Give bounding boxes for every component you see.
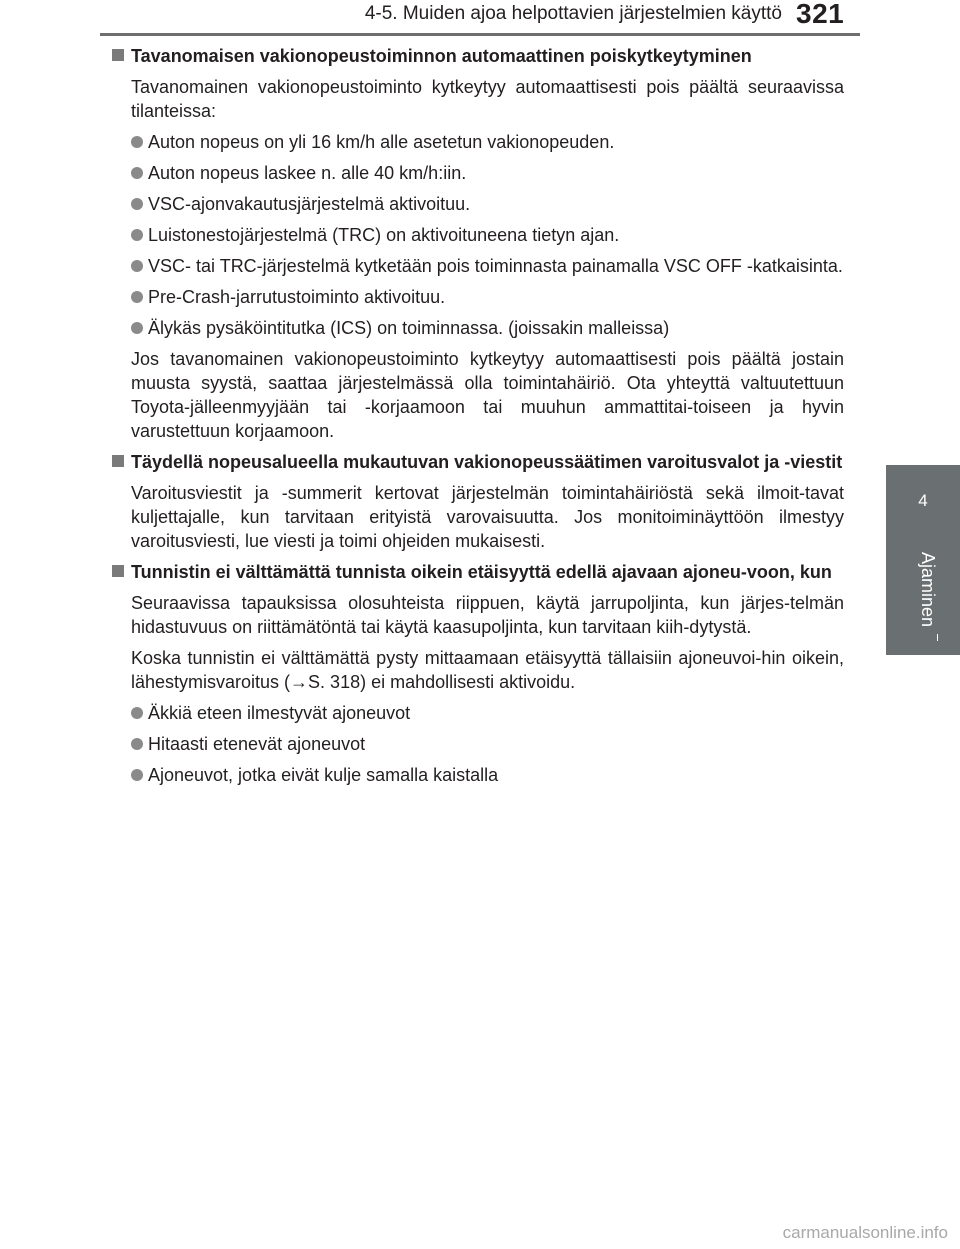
list-item: VSC-ajonvakautusjärjestelmä aktivoituu.: [131, 192, 844, 216]
paragraph: Seuraavissa tapauksissa olosuhteista riippuen, käytä jarrupoljinta, kun järjes-telmän hidastuvuus on riittämätöntä tai käytä kaasupoljinta, kun tarvitaan kiih-dytystä.: [131, 593, 844, 637]
circle-bullet-icon: [131, 260, 143, 272]
list-item: Pre-Crash-jarrutustoiminto aktivoituu.: [131, 285, 844, 309]
circle-bullet-icon: [131, 229, 143, 241]
watermark: carmanualsonline.info: [782, 1223, 948, 1242]
list-item: Äkkiä eteen ilmestyvät ajoneuvot: [131, 701, 844, 725]
list-item: Luistonestojärjestelmä (TRC) on aktivoituneena tietyn ajan.: [131, 223, 844, 247]
header-divider: [100, 33, 860, 36]
circle-bullet-icon: [131, 707, 143, 719]
section-heading: Tunnistin ei välttämättä tunnista oikein etäisyyttä edellä ajavaan ajoneu-voon, kun: [110, 560, 844, 584]
tab-tick-mark: [937, 634, 938, 641]
circle-bullet-icon: [131, 167, 143, 179]
paragraph: Jos tavanomainen vakionopeustoiminto kytkeytyy automaattisesti pois päältä jostain muusta syystä, saattaa järjestelmässä olla toimintahäiriö. Ota yhteyttä valtuutettuun Toyota-jälleenmyyjään tai -korjaamoon tai muuhun ammattitai-toiseen ja hyvin varustettuun korjaamoon.: [131, 349, 844, 441]
page-header: [0, 0, 960, 40]
circle-bullet-icon: [131, 198, 143, 210]
section-title: 4-5. Muiden ajoa helpottavien järjestelmien käyttö: [364, 3, 782, 24]
list-item: VSC- tai TRC-järjestelmä kytketään pois toiminnasta painamalla VSC OFF -katkaisinta.: [131, 254, 844, 278]
page-number: 321: [796, 0, 845, 29]
circle-bullet-icon: [131, 769, 143, 781]
chapter-tab: [886, 465, 960, 655]
circle-bullet-icon: [131, 322, 143, 334]
circle-bullet-icon: [131, 738, 143, 750]
paragraph: Varoitusviestit ja -summerit kertovat järjestelmän toimintahäiriöstä sekä ilmoit-tavat kuljettajalle, kun tarvitaan erityistä varovaisuutta. Jos monitoiminäyttöön ilmestyy varoitusviesti, lue viesti ja toimi ohjeiden mukaisesti.: [131, 483, 844, 551]
chapter-label: Ajaminen: [918, 552, 938, 628]
section-heading: Tavanomaisen vakionopeustoiminnon automaattinen poiskytkeytyminen: [110, 44, 844, 68]
section-warning-lights: [110, 450, 844, 553]
paragraph: Tavanomainen vakionopeustoiminto kytkeytyy automaattisesti pois päältä seuraavissa tilanteissa:: [131, 77, 844, 121]
list-item: Älykäs pysäköintitutka (ICS) on toiminnassa. (joissakin malleissa): [131, 316, 844, 340]
section-heading: Täydellä nopeusalueella mukautuvan vakionopeussäätimen varoitusvalot ja -viestit: [110, 450, 844, 474]
section-auto-disengage: [110, 44, 844, 443]
paragraph: Koska tunnistin ei välttämättä pysty mittaamaan etäisyyttä tällaisiin ajoneuvoi-hin oikein, lähestymisvaroitus (→S. 318) ei mahdollisesti aktivoidu.: [131, 648, 844, 692]
chapter-number: 4: [918, 491, 928, 510]
section-sensor-limitations: [110, 560, 844, 787]
list-item: Hitaasti etenevät ajoneuvot: [131, 732, 844, 756]
list-item: Ajoneuvot, jotka eivät kulje samalla kaistalla: [131, 763, 844, 787]
square-bullet-icon: [112, 49, 124, 61]
circle-bullet-icon: [131, 136, 143, 148]
list-item: Auton nopeus laskee n. alle 40 km/h:iin.: [131, 161, 844, 185]
square-bullet-icon: [112, 455, 124, 467]
circle-bullet-icon: [131, 291, 143, 303]
page-content: [110, 44, 844, 794]
list-item: Auton nopeus on yli 16 km/h alle asetetun vakionopeuden.: [131, 130, 844, 154]
square-bullet-icon: [112, 565, 124, 577]
